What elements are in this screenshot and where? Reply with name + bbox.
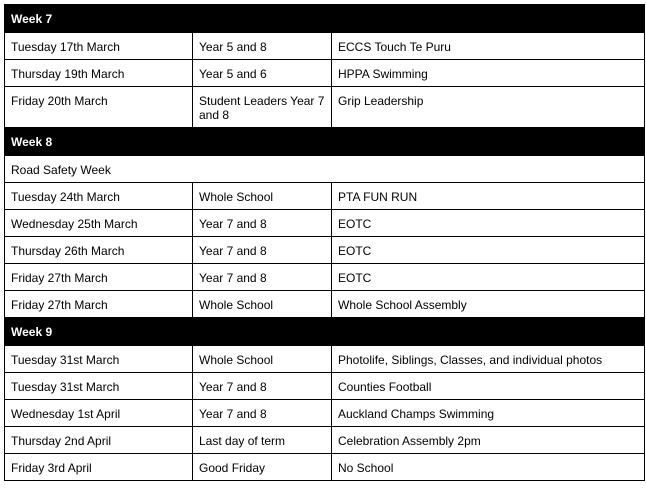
date-cell: Tuesday 31st March	[5, 346, 193, 373]
date-cell: Wednesday 25th March	[5, 210, 193, 237]
event-cell: Counties Football	[332, 373, 645, 400]
week-header	[5, 318, 645, 346]
table-row	[5, 373, 645, 400]
event-cell: Photolife, Siblings, Classes, and individual photos	[332, 346, 645, 373]
group-cell: Year 7 and 8	[193, 264, 332, 291]
week-header	[5, 5, 645, 33]
event-cell: Grip Leadership	[332, 87, 645, 128]
date-cell: Thursday 2nd April	[5, 427, 193, 454]
date-cell: Friday 3rd April	[5, 454, 193, 481]
week-title: Week 8	[5, 128, 645, 156]
event-cell: ECCS Touch Te Puru	[332, 33, 645, 60]
group-cell: Last day of term	[193, 427, 332, 454]
date-cell: Tuesday 17th March	[5, 33, 193, 60]
group-cell: Whole School	[193, 183, 332, 210]
group-cell: Whole School	[193, 346, 332, 373]
event-cell: EOTC	[332, 264, 645, 291]
table-row	[5, 346, 645, 373]
group-cell: Year 7 and 8	[193, 237, 332, 264]
week-header	[5, 128, 645, 156]
group-cell: Year 5 and 8	[193, 33, 332, 60]
date-cell: Thursday 19th March	[5, 60, 193, 87]
schedule-table	[4, 4, 645, 481]
group-cell: Year 7 and 8	[193, 400, 332, 427]
table-row	[5, 60, 645, 87]
week-note-row	[5, 156, 645, 183]
table-row	[5, 427, 645, 454]
event-cell: EOTC	[332, 237, 645, 264]
group-cell: Year 7 and 8	[193, 373, 332, 400]
date-cell: Friday 27th March	[5, 264, 193, 291]
date-cell: Wednesday 1st April	[5, 400, 193, 427]
event-cell: Auckland Champs Swimming	[332, 400, 645, 427]
event-cell: PTA FUN RUN	[332, 183, 645, 210]
group-cell: Good Friday	[193, 454, 332, 481]
week-title: Week 7	[5, 5, 645, 33]
date-cell: Friday 27th March	[5, 291, 193, 318]
table-row	[5, 291, 645, 318]
table-row	[5, 33, 645, 60]
table-row	[5, 183, 645, 210]
date-cell: Thursday 26th March	[5, 237, 193, 264]
event-cell: Whole School Assembly	[332, 291, 645, 318]
event-cell: HPPA Swimming	[332, 60, 645, 87]
group-cell: Year 5 and 6	[193, 60, 332, 87]
date-cell: Friday 20th March	[5, 87, 193, 128]
week-title: Week 9	[5, 318, 645, 346]
table-row	[5, 400, 645, 427]
date-cell: Tuesday 31st March	[5, 373, 193, 400]
table-row	[5, 264, 645, 291]
week-note: Road Safety Week	[5, 156, 645, 183]
event-cell: Celebration Assembly 2pm	[332, 427, 645, 454]
group-cell: Student Leaders Year 7 and 8	[193, 87, 332, 128]
event-cell: No School	[332, 454, 645, 481]
table-row	[5, 237, 645, 264]
group-cell: Whole School	[193, 291, 332, 318]
table-row	[5, 87, 645, 128]
table-row	[5, 454, 645, 481]
date-cell: Tuesday 24th March	[5, 183, 193, 210]
group-cell: Year 7 and 8	[193, 210, 332, 237]
event-cell: EOTC	[332, 210, 645, 237]
table-row	[5, 210, 645, 237]
